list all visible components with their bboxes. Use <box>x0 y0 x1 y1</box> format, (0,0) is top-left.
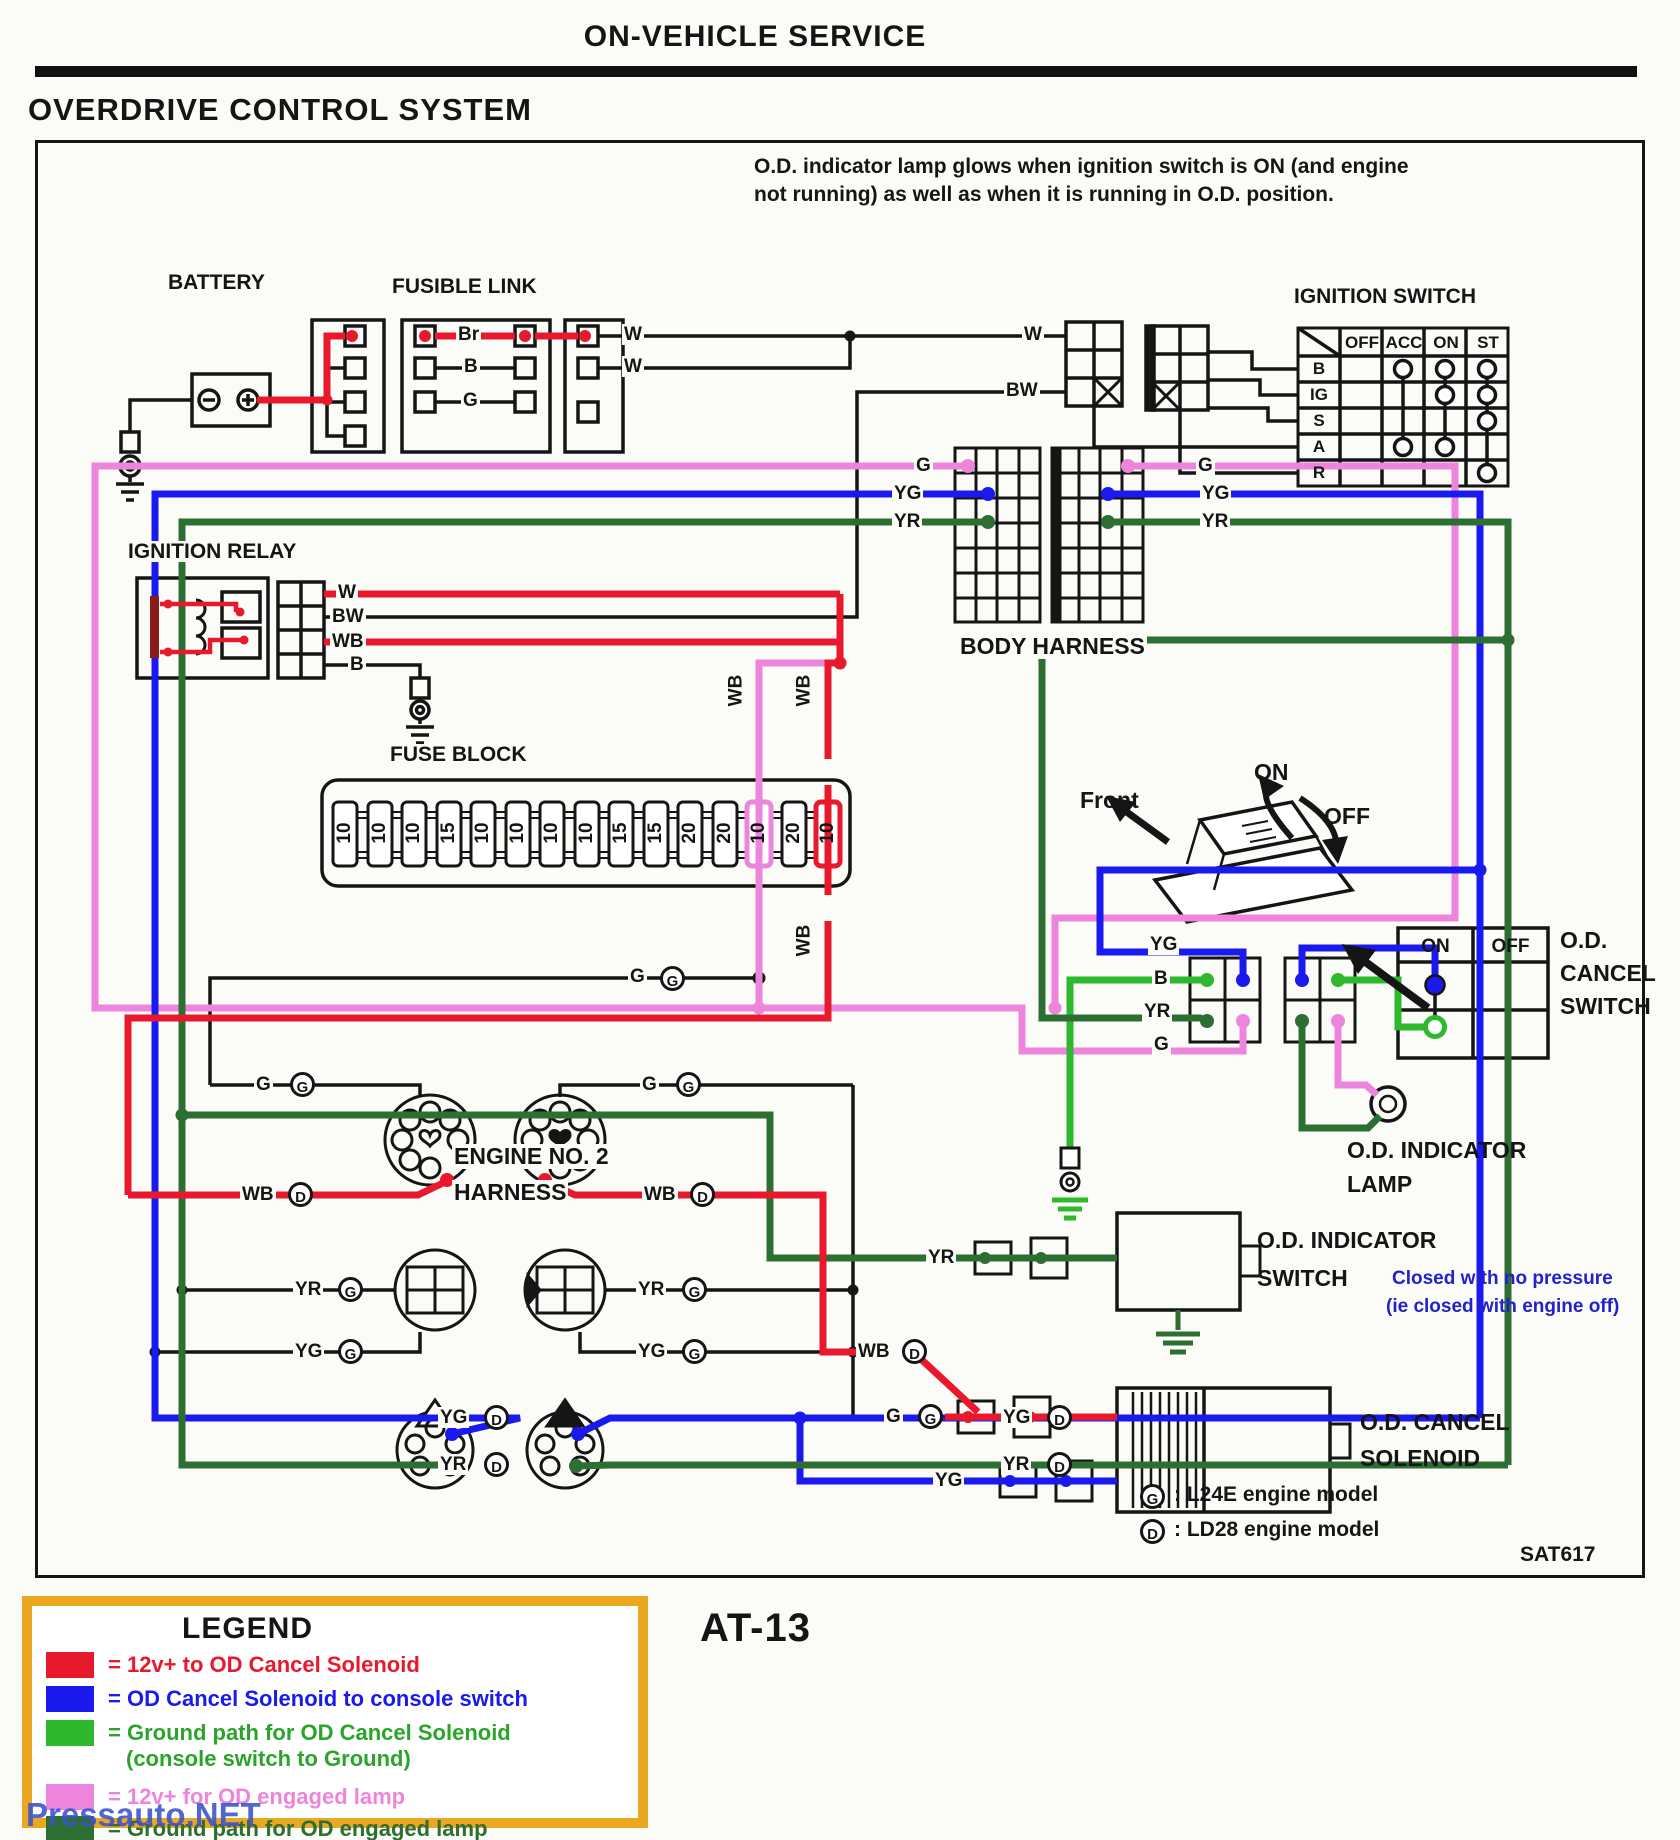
fuse-rating: 10 <box>472 822 493 844</box>
cancel-switch-off-pin <box>1426 1018 1445 1037</box>
rotary-off-label: OFF <box>1324 803 1370 829</box>
lamp-line1: O.D. INDICATOR <box>1347 1137 1527 1163</box>
eh-right-g: G <box>642 1074 657 1095</box>
fuse-rating: 20 <box>783 822 804 844</box>
fusible-out-w2: W <box>624 356 642 377</box>
ignition-switch-label: IGNITION SWITCH <box>1294 285 1476 308</box>
engine-harness-line1: ENGINE NO. 2 <box>454 1143 609 1169</box>
ign-col-st: ST <box>1477 333 1499 352</box>
eh-right-wb: WB <box>644 1184 676 1205</box>
eh-left-g: G <box>256 1074 271 1095</box>
g-junction-label: G <box>630 966 645 987</box>
eh-left-yg: YG <box>295 1341 323 1362</box>
note-d-circle: D <box>1140 1519 1165 1544</box>
note-g-text: : L24E engine model <box>1174 1483 1379 1506</box>
eh-right-yg-circle: G <box>682 1339 707 1364</box>
ign-col-on: ON <box>1433 333 1459 352</box>
relay-pin-w: W <box>338 582 356 603</box>
page-number: AT-13 <box>700 1606 811 1650</box>
fuse-rating: 15 <box>610 822 631 844</box>
fuse-rating: 10 <box>403 822 424 844</box>
fuse-block-label: FUSE BLOCK <box>390 743 527 766</box>
front-label: Front <box>1080 787 1139 813</box>
fuse-rating: 10 <box>369 822 390 844</box>
legend-item-pink: = 12v+ for OD engaged lamp <box>46 1784 405 1810</box>
console-b: B <box>1154 968 1168 989</box>
body-left-g: G <box>916 455 931 476</box>
wb-red-label-bottom: WB <box>793 924 815 957</box>
fusible-row-br: Br <box>458 324 480 345</box>
fuse-rating: 10 <box>541 822 562 844</box>
cancel-col-off: OFF <box>1491 936 1530 957</box>
green-dots <box>1200 973 1345 987</box>
indicator-line2: SWITCH <box>1257 1265 1348 1291</box>
solenoid-g-circle: G <box>918 1404 943 1429</box>
eh-left-wb-circle: D <box>288 1182 313 1207</box>
eh-right-ygd-circle: D <box>1047 1405 1072 1430</box>
eh-right-yr-circle: G <box>682 1277 707 1302</box>
eh-right-wb-circle: D <box>690 1182 715 1207</box>
relay-pin-bw: BW <box>332 606 364 627</box>
cancel-col-on: ON <box>1421 936 1450 957</box>
indicator-annotation-1: Closed with no pressure <box>1392 1268 1613 1289</box>
wb-red-label-top: WB <box>793 674 815 707</box>
cancel-switch-line1: O.D. <box>1560 927 1608 953</box>
fuse-rating: 15 <box>438 822 459 844</box>
body-harness-label: BODY HARNESS <box>960 633 1145 659</box>
ign-row-b: B <box>1312 359 1326 378</box>
fuse-rating: 20 <box>714 822 735 844</box>
watermark: Pressauto.NET <box>26 1796 261 1833</box>
console-g: G <box>1154 1034 1169 1055</box>
note-d-text: : LD28 engine model <box>1174 1518 1380 1541</box>
fuse-rating: 10 <box>334 822 355 844</box>
cancel-switch-line3: SWITCH <box>1560 993 1651 1019</box>
diagram-id: SAT617 <box>1520 1543 1596 1566</box>
console-yr: YR <box>1144 1001 1171 1022</box>
solenoid-yg: YG <box>935 1470 963 1491</box>
fuse-rating: 10 <box>507 822 528 844</box>
pink-dots <box>753 459 1346 1028</box>
indicator-yr: YR <box>928 1247 955 1268</box>
eh-right-yrd-circle: D <box>1047 1452 1072 1477</box>
note-line2: not running) as well as when it is running in O.D. position. <box>754 183 1334 206</box>
eh-right-ygd: YG <box>1003 1407 1031 1428</box>
legend-swatch-blue <box>46 1686 94 1712</box>
fuse-rating: 15 <box>645 822 666 844</box>
cancel-switch-on-pin <box>1426 976 1445 995</box>
g-junction-circle: G <box>660 966 685 991</box>
eh-left-yrd: YR <box>440 1454 467 1475</box>
legend-item-dkgreen: = Ground path for OD engaged lamp <box>46 1816 488 1840</box>
wire-w-label: W <box>1024 324 1042 345</box>
eh-left-g-circle: G <box>290 1072 315 1097</box>
ign-col-off: OFF <box>1345 333 1379 352</box>
legend-item-blue: = OD Cancel Solenoid to console switch <box>46 1686 528 1712</box>
battery-label: BATTERY <box>168 271 265 294</box>
eh-left-ygd: YG <box>440 1407 468 1428</box>
relay-pin-b: B <box>350 654 364 675</box>
solenoid-wb: WB <box>858 1341 890 1362</box>
rotary-on-label: ON <box>1254 759 1289 785</box>
fuse-rating: 10 <box>748 822 769 844</box>
fusible-link-label: FUSIBLE LINK <box>392 275 537 298</box>
fusible-out-w1: W <box>624 324 642 345</box>
indicator-line1: O.D. INDICATOR <box>1257 1227 1437 1253</box>
ign-col-acc: ACC <box>1385 333 1423 352</box>
lamp-line2: LAMP <box>1347 1171 1413 1197</box>
legend-swatch-green <box>46 1720 94 1746</box>
note-line1: O.D. indicator lamp glows when ignition switch is ON (and engine <box>754 155 1409 178</box>
section-title: OVERDRIVE CONTROL SYSTEM <box>28 92 532 127</box>
eh-left-yr: YR <box>295 1279 322 1300</box>
ign-row-s: S <box>1313 411 1325 430</box>
dark-green-dots <box>176 515 1515 1473</box>
ign-row-a: A <box>1312 437 1326 456</box>
legend-swatch-red <box>46 1652 94 1678</box>
body-right-g: G <box>1198 455 1213 476</box>
page-title: ON-VEHICLE SERVICE <box>583 20 927 53</box>
eh-left-yg-circle: G <box>338 1339 363 1364</box>
eh-right-yg: YG <box>638 1341 666 1362</box>
fuse-rating: 10 <box>817 822 838 844</box>
legend-item-green: = Ground path for OD Cancel Solenoid (console switch to Ground) <box>46 1720 511 1772</box>
eh-left-ygd-circle: D <box>484 1405 509 1430</box>
eh-right-g-circle: G <box>676 1072 701 1097</box>
wire-bw-label: BW <box>1006 380 1038 401</box>
ignition-relay-label: IGNITION RELAY <box>128 540 297 563</box>
legend-box <box>22 1596 648 1840</box>
cancel-switch-line2: CANCEL <box>1560 960 1656 986</box>
green-ground-bolt <box>1061 1148 1079 1191</box>
fuse-rating: 20 <box>679 822 700 844</box>
relay-red-bar <box>150 596 159 658</box>
eh-right-yrd: YR <box>1003 1454 1030 1475</box>
ign-row-ig: IG <box>1310 385 1328 404</box>
legend-title: LEGEND <box>182 1612 314 1645</box>
wb-pink-label: WB <box>725 674 747 707</box>
solenoid-line1: O.D. CANCEL <box>1360 1409 1510 1435</box>
eh-left-wb: WB <box>242 1184 274 1205</box>
legend-item-red: = 12v+ to OD Cancel Solenoid <box>46 1652 420 1678</box>
eh-left-yrd-circle: D <box>484 1452 509 1477</box>
note-g-circle: G <box>1140 1484 1165 1509</box>
body-left-yg: YG <box>894 483 922 504</box>
body-right-yr: YR <box>1202 511 1229 532</box>
relay-pin-wb: WB <box>332 631 364 652</box>
indicator-annotation-2: (ie closed with engine off) <box>1386 1296 1620 1317</box>
ign-row-r: R <box>1312 463 1326 482</box>
fuse-rating: 10 <box>576 822 597 844</box>
fusible-row-g: G <box>463 390 478 411</box>
eh-left-yr-circle: G <box>338 1277 363 1302</box>
solenoid-wb-circle: D <box>902 1339 927 1364</box>
solenoid-line2: SOLENOID <box>1360 1445 1481 1471</box>
console-yg: YG <box>1150 934 1178 955</box>
fusible-row-b: B <box>464 356 478 377</box>
solenoid-g: G <box>886 1406 901 1427</box>
body-right-yg: YG <box>1202 483 1230 504</box>
engine-harness-line2: HARNESS <box>454 1179 567 1205</box>
body-left-yr: YR <box>894 511 921 532</box>
eh-right-yr: YR <box>638 1279 665 1300</box>
